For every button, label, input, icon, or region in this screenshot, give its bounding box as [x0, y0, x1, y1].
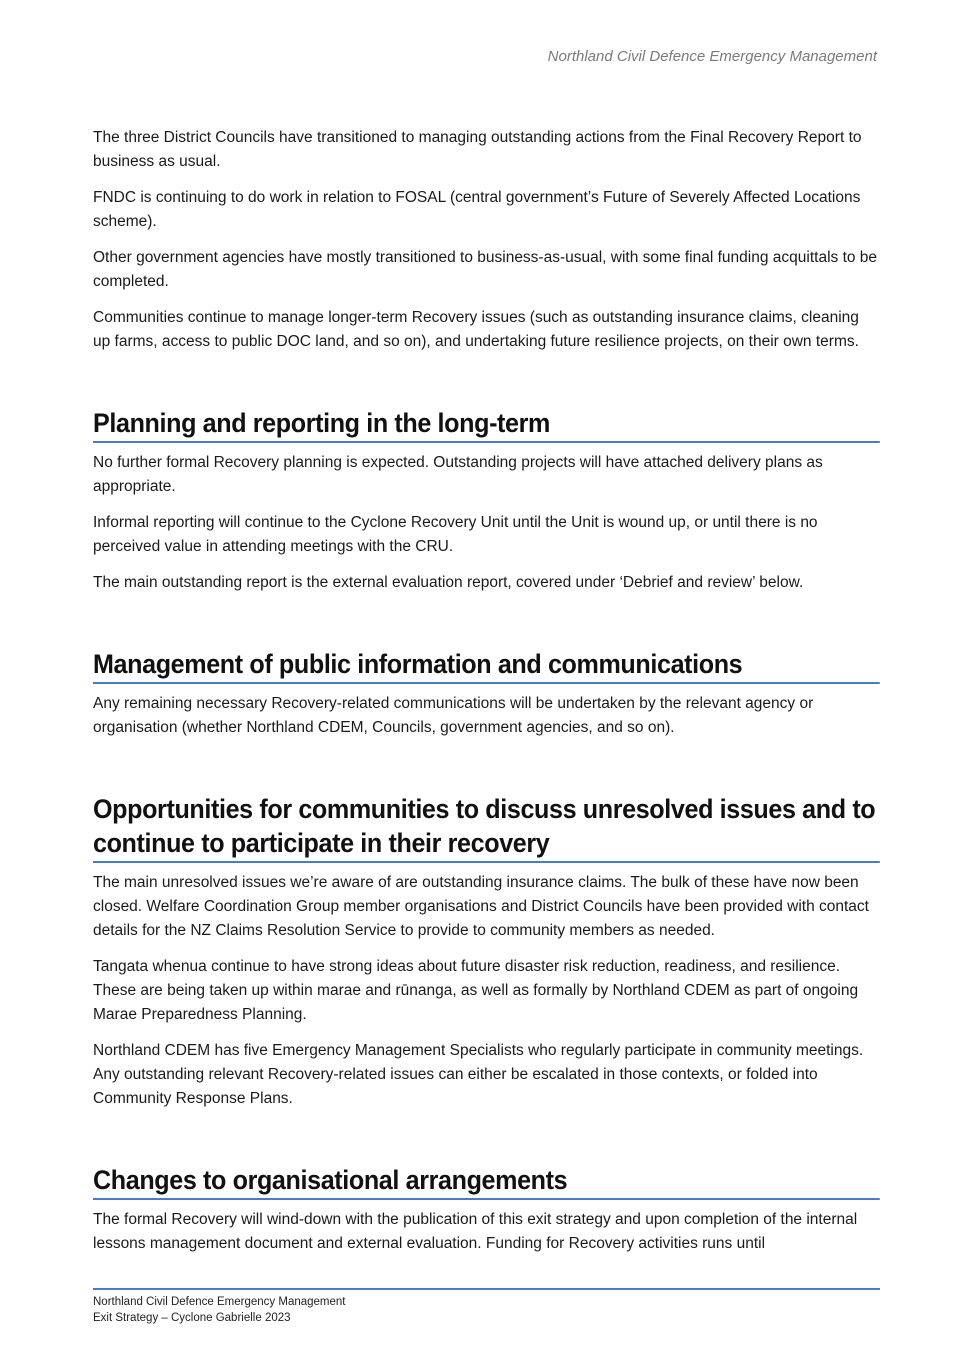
paragraph: No further formal Recovery planning is expected. Outstanding projects will have attached delivery plans as appropriate. [93, 454, 823, 495]
section-heading: Management of public information and communications [93, 647, 880, 684]
paragraph: The formal Recovery will wind-down with the publication of this exit strategy and upon completion of the internal lessons management document and external evaluation. Funding for Recovery activities runs until [93, 1211, 858, 1252]
section-heading: Planning and reporting in the long-term [93, 406, 880, 443]
intro-section [93, 126, 880, 354]
paragraph: Communities continue to manage longer-term Recovery issues (such as outstanding insurance claims, cleaning up farms, access to public DOC land, and so on), and undertaking future resilience projects, on their own terms. [93, 309, 859, 350]
paragraph: Northland CDEM has five Emergency Management Specialists who regularly participate in community meetings. Any outstanding relevant Recovery-related issues can either be escalated in those contexts, or folded into Community Response Plans. [93, 1042, 864, 1107]
paragraph: The main unresolved issues we’re aware of are outstanding insurance claims. The bulk of these have now been closed. Welfare Coordination Group member organisations and District Councils have been provided with contact details for the NZ Claims Resolution Service to provide to community members as needed. [93, 874, 869, 939]
footer-doc-title: Exit Strategy – Cyclone Gabrielle 2023 [93, 1312, 291, 1324]
paragraph: Tangata whenua continue to have strong ideas about future disaster risk reduction, readiness, and resilience. These are being taken up within marae and rūnanga, as well as formally by Northland CDEM as part of ongoing Marae Preparedness Planning. [93, 958, 859, 1023]
section-public-information [93, 647, 880, 740]
page-footer [93, 1288, 880, 1326]
section-community-opportunities [93, 792, 880, 1111]
page-header: Northland Civil Defence Emergency Management [547, 48, 877, 65]
paragraph: The main outstanding report is the external evaluation report, covered under ‘Debrief and review’ below. [93, 574, 804, 591]
section-organisational-changes [93, 1163, 880, 1256]
paragraph: FNDC is continuing to do work in relation to FOSAL (central government’s Future of Severely Affected Locations scheme). [93, 189, 861, 230]
document-body [93, 126, 880, 1268]
section-heading: Opportunities for communities to discuss unresolved issues and to continue to participate in their recovery [93, 792, 880, 863]
section-heading: Changes to organisational arrangements [93, 1163, 880, 1200]
paragraph: Any remaining necessary Recovery-related communications will be undertaken by the relevant agency or organisation (whether Northland CDEM, Councils, government agencies, and so on). [93, 695, 814, 736]
paragraph: The three District Councils have transitioned to managing outstanding actions from the Final Recovery Report to business as usual. [93, 129, 862, 170]
paragraph: Other government agencies have mostly transitioned to business-as-usual, with some final funding acquittals to be completed. [93, 249, 878, 290]
section-planning-reporting [93, 406, 880, 595]
footer-org: Northland Civil Defence Emergency Management [93, 1296, 346, 1308]
paragraph: Informal reporting will continue to the Cyclone Recovery Unit until the Unit is wound up, or until there is no perceived value in attending meetings with the CRU. [93, 514, 818, 555]
